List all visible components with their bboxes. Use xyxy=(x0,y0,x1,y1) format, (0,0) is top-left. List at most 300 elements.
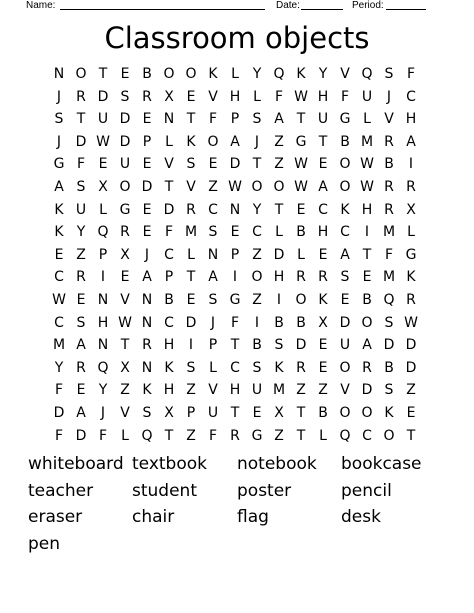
grid-letter[interactable]: A xyxy=(318,178,328,195)
grid-letter[interactable]: S xyxy=(186,359,196,376)
grid-letter[interactable]: F xyxy=(340,88,350,105)
grid-letter[interactable]: E xyxy=(186,291,196,308)
grid-letter[interactable]: C xyxy=(230,359,240,376)
grid-letter[interactable]: Z xyxy=(274,133,284,150)
grid-letter[interactable]: T xyxy=(120,337,130,354)
grid-letter[interactable]: J xyxy=(100,404,106,421)
grid-letter[interactable]: W xyxy=(294,178,308,195)
grid-letter[interactable]: J xyxy=(254,133,260,150)
grid-letter[interactable]: K xyxy=(208,66,218,82)
grid-letter[interactable]: L xyxy=(319,427,327,444)
word-list-item: pen xyxy=(28,533,61,554)
grid-letter[interactable]: E xyxy=(142,156,152,173)
grid-letter[interactable]: F xyxy=(230,314,240,331)
grid-letter[interactable]: K xyxy=(384,404,394,421)
grid-letter[interactable]: V xyxy=(120,404,130,421)
grid-letter[interactable]: H xyxy=(317,224,329,241)
grid-letter[interactable]: T xyxy=(186,111,196,128)
grid-letter[interactable]: V xyxy=(208,382,218,399)
word-list-item: whiteboard xyxy=(28,454,124,474)
grid-letter[interactable]: F xyxy=(98,427,108,444)
grid-letter[interactable]: J xyxy=(56,133,62,150)
grid-letter[interactable]: K xyxy=(318,291,328,308)
grid-row xyxy=(48,425,422,448)
grid-letter[interactable]: C xyxy=(406,88,416,105)
grid-letter[interactable]: Z xyxy=(296,382,306,399)
grid-letter[interactable]: H xyxy=(361,201,373,218)
grid-letter[interactable]: T xyxy=(406,427,416,444)
grid-letter[interactable]: S xyxy=(76,314,86,331)
grid-letter[interactable]: U xyxy=(251,382,263,399)
grid-row xyxy=(48,153,422,176)
grid-letter[interactable]: K xyxy=(142,382,152,399)
grid-letter[interactable]: D xyxy=(361,382,373,399)
grid-letter[interactable]: D xyxy=(229,156,241,173)
grid-letter[interactable]: T xyxy=(164,178,174,195)
grid-letter[interactable]: I xyxy=(408,156,414,173)
grid-letter[interactable]: X xyxy=(98,178,108,195)
grid-letter[interactable]: B xyxy=(296,314,306,331)
grid-letter[interactable]: N xyxy=(141,314,153,331)
grid-letter[interactable]: O xyxy=(251,269,263,286)
grid-letter[interactable]: L xyxy=(297,246,305,263)
grid-letter[interactable]: H xyxy=(273,269,285,286)
grid-letter[interactable]: S xyxy=(208,224,218,241)
grid-letter[interactable]: G xyxy=(405,246,417,263)
grid-letter[interactable]: B xyxy=(296,224,306,241)
grid-letter[interactable]: T xyxy=(274,201,284,218)
grid-letter[interactable]: C xyxy=(54,269,64,286)
grid-letter[interactable]: A xyxy=(340,246,350,263)
grid-letter[interactable]: R xyxy=(384,178,394,195)
grid-letter[interactable]: K xyxy=(54,224,64,241)
grid-letter[interactable]: U xyxy=(75,201,87,218)
grid-letter[interactable]: G xyxy=(229,291,241,308)
grid-letter[interactable]: O xyxy=(383,427,395,444)
grid-letter[interactable]: T xyxy=(230,337,240,354)
grid-row xyxy=(48,63,422,86)
grid-letter[interactable]: I xyxy=(276,291,282,308)
grid-letter[interactable]: L xyxy=(275,224,283,241)
grid-letter[interactable]: K xyxy=(406,269,416,286)
grid-letter[interactable]: F xyxy=(406,66,416,82)
grid-letter[interactable]: D xyxy=(163,201,175,218)
grid-letter[interactable]: P xyxy=(230,111,240,128)
grid-letter[interactable]: Q xyxy=(97,359,109,376)
grid-letter[interactable]: T xyxy=(252,156,262,173)
grid-letter[interactable]: S xyxy=(274,337,284,354)
grid-letter[interactable]: Q xyxy=(97,224,109,241)
grid-letter[interactable]: W xyxy=(118,314,132,331)
grid-letter[interactable]: L xyxy=(121,427,129,444)
grid-letter[interactable]: G xyxy=(339,111,351,128)
grid-letter[interactable]: Y xyxy=(252,66,262,82)
word-list-item: bookcase xyxy=(341,454,422,474)
grid-letter[interactable]: W xyxy=(360,156,374,173)
grid-letter[interactable]: A xyxy=(142,269,152,286)
grid-letter[interactable]: V xyxy=(164,156,174,173)
grid-letter[interactable]: T xyxy=(98,66,108,82)
grid-letter[interactable]: T xyxy=(296,111,306,128)
grid-letter[interactable]: F xyxy=(208,111,218,128)
grid-letter[interactable]: Q xyxy=(273,66,285,82)
grid-letter[interactable]: F xyxy=(76,156,86,173)
grid-letter[interactable]: Y xyxy=(252,201,262,218)
grid-letter[interactable]: M xyxy=(52,337,66,354)
grid-letter[interactable]: H xyxy=(317,88,329,105)
grid-letter[interactable]: M xyxy=(272,382,286,399)
grid-letter[interactable]: O xyxy=(251,178,263,195)
grid-letter[interactable]: V xyxy=(186,178,196,195)
grid-letter[interactable]: N xyxy=(229,201,241,218)
grid-letter[interactable]: J xyxy=(144,246,150,263)
period-blank-line[interactable] xyxy=(386,9,426,10)
grid-letter[interactable]: A xyxy=(230,133,240,150)
grid-letter[interactable]: W xyxy=(294,156,308,173)
grid-letter[interactable]: N xyxy=(163,111,175,128)
grid-letter[interactable]: U xyxy=(97,111,109,128)
grid-letter[interactable]: X xyxy=(164,404,174,421)
grid-letter[interactable]: D xyxy=(119,111,131,128)
grid-letter[interactable]: S xyxy=(252,111,262,128)
grid-letter[interactable]: P xyxy=(230,246,240,263)
grid-letter[interactable]: E xyxy=(186,88,196,105)
grid-letter[interactable]: D xyxy=(295,337,307,354)
grid-letter[interactable]: M xyxy=(184,224,198,241)
grid-letter[interactable]: N xyxy=(97,291,109,308)
grid-letter[interactable]: Y xyxy=(76,224,86,241)
grid-letter[interactable]: Z xyxy=(120,382,130,399)
grid-letter[interactable]: O xyxy=(163,66,175,82)
grid-letter[interactable]: S xyxy=(252,359,262,376)
grid-letter[interactable]: L xyxy=(363,111,371,128)
grid-letter[interactable]: T xyxy=(296,404,306,421)
grid-letter[interactable]: R xyxy=(76,88,86,105)
grid-letter[interactable]: X xyxy=(164,88,174,105)
grid-letter[interactable]: B xyxy=(142,66,152,82)
grid-letter[interactable]: H xyxy=(163,337,175,354)
grid-letter[interactable]: B xyxy=(340,133,350,150)
grid-letter[interactable]: B xyxy=(318,404,328,421)
grid-letter[interactable]: R xyxy=(406,291,416,308)
grid-letter[interactable]: D xyxy=(75,133,87,150)
grid-letter[interactable]: I xyxy=(188,337,194,354)
grid-letter[interactable]: F xyxy=(384,246,394,263)
grid-letter[interactable]: O xyxy=(361,404,373,421)
grid-letter[interactable]: E xyxy=(362,269,372,286)
grid-letter[interactable]: I xyxy=(100,269,106,286)
grid-letter[interactable]: R xyxy=(142,88,152,105)
grid-letter[interactable]: H xyxy=(229,88,241,105)
grid-letter[interactable]: Z xyxy=(274,427,284,444)
grid-letter[interactable]: D xyxy=(185,314,197,331)
grid-letter[interactable]: D xyxy=(405,359,417,376)
grid-letter[interactable]: I xyxy=(254,314,260,331)
grid-letter[interactable]: O xyxy=(75,66,87,82)
grid-letter[interactable]: J xyxy=(210,314,216,331)
grid-letter[interactable]: S xyxy=(76,178,86,195)
grid-letter[interactable]: E xyxy=(142,224,152,241)
grid-letter[interactable]: A xyxy=(54,178,64,195)
grid-letter[interactable]: W xyxy=(294,88,308,105)
grid-letter[interactable]: F xyxy=(164,224,174,241)
grid-letter[interactable]: S xyxy=(340,269,350,286)
grid-letter[interactable]: T xyxy=(362,246,372,263)
grid-letter[interactable]: R xyxy=(296,359,306,376)
grid-letter[interactable]: G xyxy=(53,156,65,173)
grid-letter[interactable]: K xyxy=(274,359,284,376)
grid-letter[interactable]: P xyxy=(186,404,196,421)
grid-letter[interactable]: H xyxy=(163,382,175,399)
grid-letter[interactable]: H xyxy=(229,382,241,399)
grid-letter[interactable]: D xyxy=(405,337,417,354)
grid-letter[interactable]: O xyxy=(119,178,131,195)
grid-letter[interactable]: R xyxy=(230,427,240,444)
grid-letter[interactable]: Q xyxy=(339,427,351,444)
grid-letter[interactable]: C xyxy=(362,427,372,444)
grid-letter[interactable]: Z xyxy=(186,382,196,399)
grid-letter[interactable]: E xyxy=(318,156,328,173)
grid-letter[interactable]: Q xyxy=(141,427,153,444)
grid-letter[interactable]: T xyxy=(76,111,86,128)
grid-letter[interactable]: C xyxy=(54,314,64,331)
grid-letter[interactable]: B xyxy=(384,156,394,173)
grid-letter[interactable]: L xyxy=(231,66,239,82)
grid-letter[interactable]: Z xyxy=(252,291,262,308)
grid-letter[interactable]: E xyxy=(318,337,328,354)
grid-letter[interactable]: V xyxy=(208,88,218,105)
grid-letter[interactable]: O xyxy=(361,314,373,331)
grid-letter[interactable]: Q xyxy=(383,291,395,308)
grid-letter[interactable]: R xyxy=(120,224,130,241)
grid-letter[interactable]: W xyxy=(404,314,418,331)
grid-letter[interactable]: D xyxy=(119,133,131,150)
grid-letter[interactable]: P xyxy=(142,133,152,150)
grid-letter[interactable]: M xyxy=(360,133,374,150)
grid-letter[interactable]: C xyxy=(164,314,174,331)
grid-letter[interactable]: R xyxy=(186,201,196,218)
grid-letter[interactable]: O xyxy=(339,359,351,376)
grid-letter[interactable]: U xyxy=(317,111,329,128)
grid-letter[interactable]: F xyxy=(54,427,64,444)
grid-letter[interactable]: C xyxy=(164,246,174,263)
grid-letter[interactable]: Z xyxy=(406,382,416,399)
grid-letter[interactable]: O xyxy=(339,156,351,173)
grid-letter[interactable]: D xyxy=(273,246,285,263)
grid-letter[interactable]: P xyxy=(208,337,218,354)
grid-letter[interactable]: V xyxy=(384,111,394,128)
grid-letter[interactable]: U xyxy=(207,404,219,421)
word-list-row xyxy=(28,504,448,531)
grid-letter[interactable]: B xyxy=(252,337,262,354)
grid-letter[interactable]: F xyxy=(274,88,284,105)
grid-letter[interactable]: M xyxy=(382,269,396,286)
grid-letter[interactable]: O xyxy=(273,178,285,195)
grid-letter[interactable]: U xyxy=(339,337,351,354)
grid-letter[interactable]: B xyxy=(384,359,394,376)
grid-letter[interactable]: E xyxy=(318,359,328,376)
grid-letter[interactable]: T xyxy=(318,133,328,150)
grid-letter[interactable]: D xyxy=(75,427,87,444)
grid-letter[interactable]: Y xyxy=(318,66,328,82)
grid-letter[interactable]: I xyxy=(232,269,238,286)
grid-letter[interactable]: E xyxy=(252,404,262,421)
grid-letter[interactable]: E xyxy=(340,291,350,308)
grid-letter[interactable]: P xyxy=(164,269,174,286)
grid-letter[interactable]: Z xyxy=(208,178,218,195)
grid-letter[interactable]: E xyxy=(120,66,130,82)
grid-letter[interactable]: L xyxy=(209,359,217,376)
grid-letter[interactable]: K xyxy=(54,201,64,218)
grid-letter[interactable]: C xyxy=(318,201,328,218)
grid-letter[interactable]: R xyxy=(296,269,306,286)
grid-letter[interactable]: E xyxy=(230,224,240,241)
grid-letter[interactable]: D xyxy=(339,314,351,331)
grid-letter[interactable]: P xyxy=(98,246,108,263)
grid-letter[interactable]: E xyxy=(54,246,64,263)
grid-letter[interactable]: W xyxy=(52,291,66,308)
grid-letter[interactable]: E xyxy=(406,404,416,421)
grid-letter[interactable]: F xyxy=(54,382,64,399)
grid-letter[interactable]: L xyxy=(187,246,195,263)
grid-letter[interactable]: H xyxy=(405,111,417,128)
grid-letter[interactable]: L xyxy=(253,88,261,105)
grid-letter[interactable]: K xyxy=(186,133,196,150)
grid-letter[interactable]: L xyxy=(165,133,173,150)
grid-letter[interactable]: C xyxy=(208,201,218,218)
grid-letter[interactable]: U xyxy=(361,88,373,105)
grid-letter[interactable]: E xyxy=(76,382,86,399)
grid-letter[interactable]: W xyxy=(228,178,242,195)
grid-letter[interactable]: G xyxy=(295,133,307,150)
grid-letter[interactable]: S xyxy=(384,314,394,331)
grid-letter[interactable]: N xyxy=(97,337,109,354)
grid-letter[interactable]: T xyxy=(230,404,240,421)
date-blank-line[interactable] xyxy=(301,9,343,10)
grid-letter[interactable]: B xyxy=(274,314,284,331)
grid-letter[interactable]: B xyxy=(164,291,174,308)
grid-letter[interactable]: N xyxy=(141,359,153,376)
grid-letter[interactable]: S xyxy=(186,156,196,173)
grid-letter[interactable]: F xyxy=(208,427,218,444)
grid-letter[interactable]: O xyxy=(339,404,351,421)
grid-row xyxy=(48,131,422,154)
grid-letter[interactable]: L xyxy=(99,201,107,218)
grid-letter[interactable]: L xyxy=(407,224,415,241)
grid-letter[interactable]: Y xyxy=(98,382,108,399)
grid-letter[interactable]: R xyxy=(384,133,394,150)
grid-letter[interactable]: J xyxy=(386,88,392,105)
grid-letter[interactable]: N xyxy=(207,246,219,263)
grid-letter[interactable]: K xyxy=(164,359,174,376)
grid-letter[interactable]: S xyxy=(384,382,394,399)
grid-letter[interactable]: R xyxy=(406,178,416,195)
grid-letter[interactable]: E xyxy=(296,201,306,218)
grid-letter[interactable]: H xyxy=(97,314,109,331)
grid-letter[interactable]: E xyxy=(208,156,218,173)
grid-letter[interactable]: R xyxy=(76,269,86,286)
grid-letter[interactable]: R xyxy=(142,337,152,354)
grid-letter[interactable]: R xyxy=(318,269,328,286)
grid-letter[interactable]: Y xyxy=(54,359,64,376)
grid-letter[interactable]: S xyxy=(54,111,64,128)
grid-letter[interactable]: Z xyxy=(186,427,196,444)
grid-letter[interactable]: D xyxy=(53,404,65,421)
grid-letter[interactable]: E xyxy=(76,291,86,308)
grid-letter[interactable]: K xyxy=(340,201,350,218)
grid-letter[interactable]: C xyxy=(252,224,262,241)
grid-letter[interactable]: D xyxy=(141,178,153,195)
grid-letter[interactable]: E xyxy=(120,269,130,286)
grid-letter[interactable]: O xyxy=(207,133,219,150)
grid-letter[interactable]: X xyxy=(406,201,416,218)
grid-letter[interactable]: G xyxy=(119,201,131,218)
grid-letter[interactable]: U xyxy=(119,156,131,173)
grid-letter[interactable]: R xyxy=(384,201,394,218)
grid-letter[interactable]: E xyxy=(98,156,108,173)
grid-letter[interactable]: O xyxy=(295,291,307,308)
grid-letter[interactable]: Z xyxy=(76,246,86,263)
grid-letter[interactable]: X xyxy=(274,404,284,421)
grid-letter[interactable]: D xyxy=(97,88,109,105)
grid-letter[interactable]: W xyxy=(360,178,374,195)
grid-letter[interactable]: V xyxy=(120,291,130,308)
grid-letter[interactable]: Z xyxy=(318,382,328,399)
grid-letter[interactable]: S xyxy=(142,404,152,421)
grid-letter[interactable]: I xyxy=(364,224,370,241)
grid-letter[interactable]: W xyxy=(96,133,110,150)
grid-letter[interactable]: T xyxy=(186,269,196,286)
name-blank-line[interactable] xyxy=(60,9,265,10)
grid-letter[interactable]: T xyxy=(164,427,174,444)
grid-letter[interactable]: B xyxy=(362,291,372,308)
grid-letter[interactable]: E xyxy=(142,201,152,218)
grid-letter[interactable]: T xyxy=(296,427,306,444)
grid-letter[interactable]: R xyxy=(362,359,372,376)
grid-letter[interactable]: G xyxy=(251,427,263,444)
grid-letter[interactable]: X xyxy=(120,359,130,376)
grid-letter[interactable]: S xyxy=(208,291,218,308)
grid-letter[interactable]: R xyxy=(76,359,86,376)
grid-letter[interactable]: V xyxy=(340,382,350,399)
grid-letter[interactable]: X xyxy=(318,314,328,331)
grid-letter[interactable]: C xyxy=(340,224,350,241)
grid-letter[interactable]: S xyxy=(120,88,130,105)
grid-letter[interactable]: E xyxy=(318,246,328,263)
grid-letter[interactable]: D xyxy=(383,337,395,354)
grid-letter[interactable]: A xyxy=(274,111,284,128)
grid-letter[interactable]: X xyxy=(120,246,130,263)
grid-letter[interactable]: Q xyxy=(361,66,373,82)
grid-letter[interactable]: S xyxy=(384,66,394,82)
grid-letter[interactable]: K xyxy=(296,66,306,82)
grid-letter[interactable]: A xyxy=(76,404,86,421)
grid-letter[interactable]: N xyxy=(141,291,153,308)
grid-letter[interactable]: A xyxy=(362,337,372,354)
grid-letter[interactable]: N xyxy=(53,66,65,82)
grid-letter[interactable]: M xyxy=(382,224,396,241)
grid-letter[interactable]: Z xyxy=(252,246,262,263)
grid-letter[interactable]: A xyxy=(406,133,416,150)
grid-letter[interactable]: V xyxy=(340,66,350,82)
grid-letter[interactable]: O xyxy=(185,66,197,82)
grid-letter[interactable]: E xyxy=(142,111,152,128)
grid-letter[interactable]: J xyxy=(56,88,62,105)
grid-letter[interactable]: Z xyxy=(274,156,284,173)
grid-letter[interactable]: A xyxy=(208,269,218,286)
grid-letter[interactable]: O xyxy=(339,178,351,195)
grid-letter[interactable]: A xyxy=(76,337,86,354)
